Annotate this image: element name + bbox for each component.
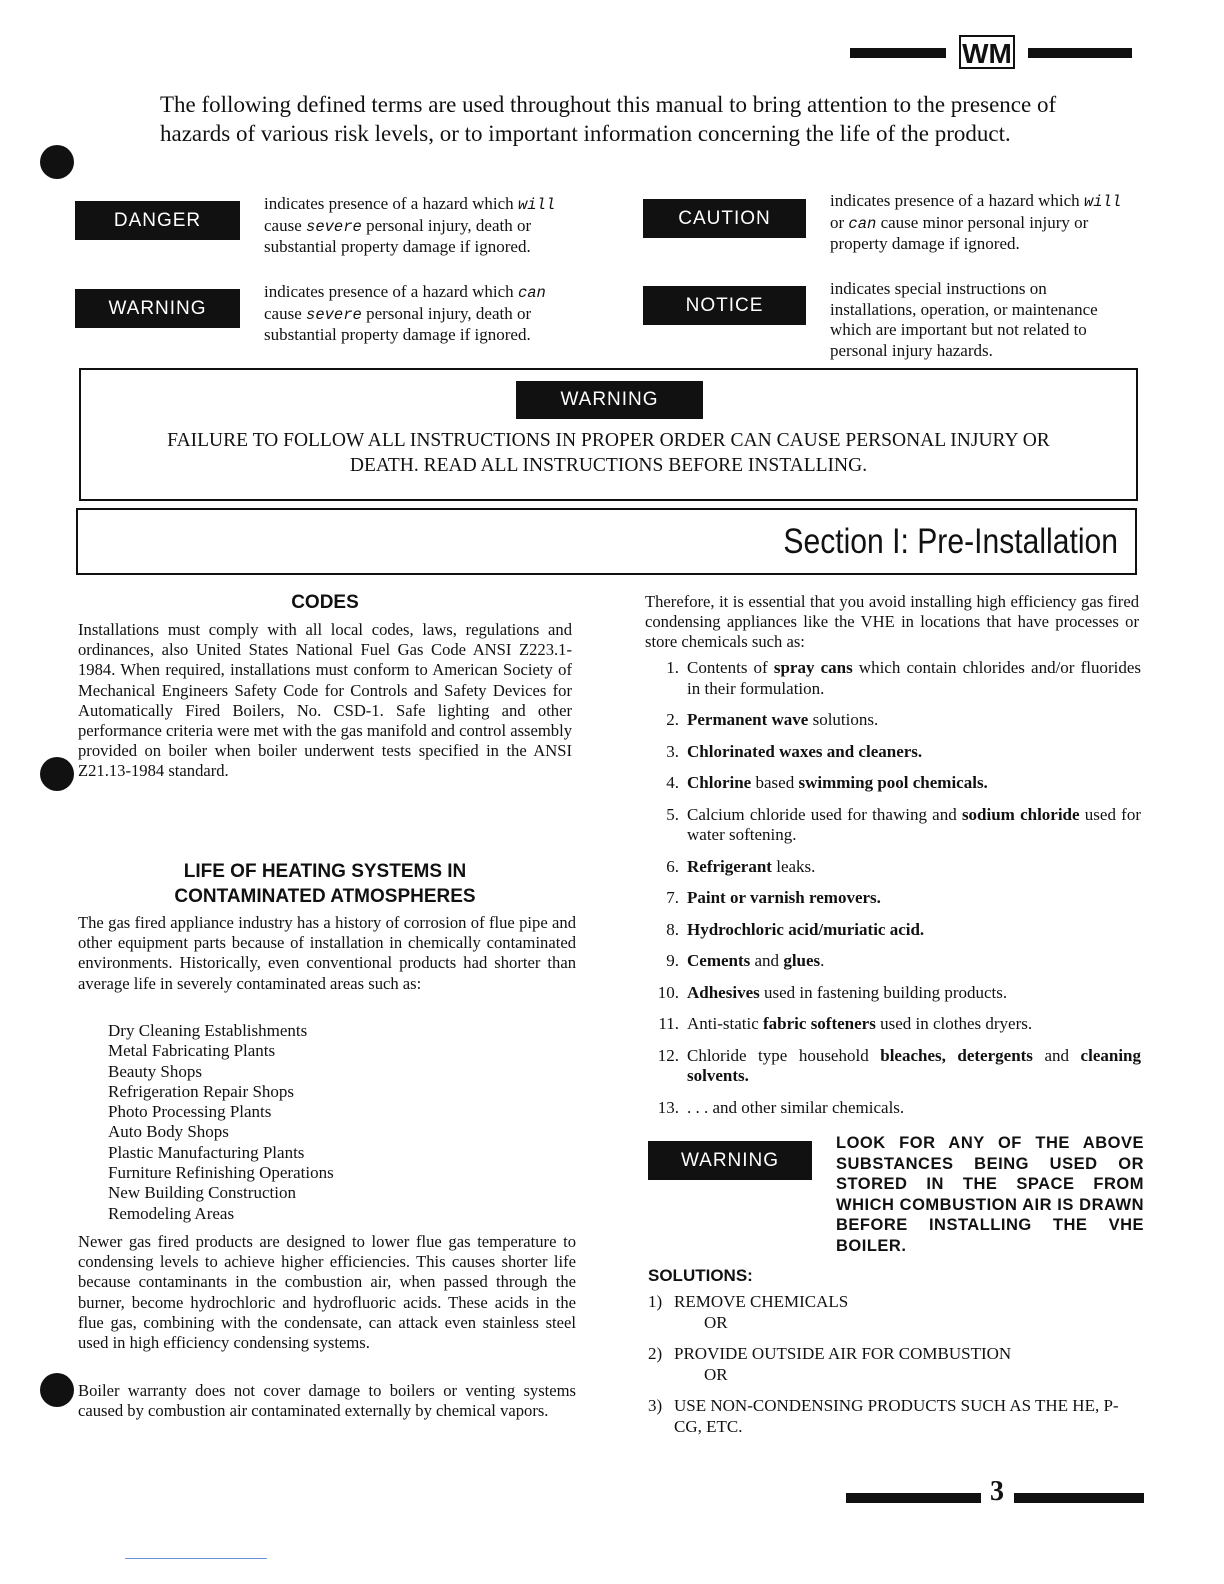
contaminated-areas-list xyxy=(108,1021,548,1224)
chemical-item-text xyxy=(687,1046,1141,1087)
chemical-bold-text: spray cans xyxy=(773,658,853,677)
chemical-bold-text: Adhesives xyxy=(687,982,760,1002)
warning-box-label: WARNING xyxy=(516,381,703,419)
area-item: Beauty Shops xyxy=(108,1061,202,1081)
chemical-item xyxy=(645,1098,1141,1119)
area-item: Metal Fabricating Plants xyxy=(108,1041,276,1061)
life-heading-line-2: CONTAMINATED ATMOSPHERES xyxy=(174,886,476,907)
chemical-bold-text: swimming pool chemicals. xyxy=(798,773,988,792)
chemical-text: based xyxy=(751,773,799,792)
chemical-item-number: 4. xyxy=(666,773,679,792)
chemical-item-number: 1. xyxy=(666,658,679,677)
solution-text: PROVIDE OUTSIDE AIR FOR COMBUSTION xyxy=(674,1344,1012,1363)
chemical-item xyxy=(645,658,1141,699)
chemical-text: . xyxy=(820,951,825,970)
chemical-item xyxy=(645,805,1141,846)
life-heading xyxy=(78,859,572,909)
chemical-item xyxy=(645,742,1141,763)
chemical-item-text xyxy=(687,658,1141,699)
chemical-item-text xyxy=(687,983,1141,1004)
solutions-list xyxy=(648,1291,1146,1447)
chemical-bold-text: Paint or varnish removers. xyxy=(687,888,881,907)
life-paragraph-3: Boiler warranty does not cover damage to boilers or venting systems caused by combustion air contaminated externally by chemical vapors. xyxy=(78,1381,576,1421)
chemical-bold-text: Chlorine xyxy=(687,773,752,792)
area-item: Plastic Manufacturing Plants xyxy=(108,1142,305,1162)
chemical-text: used in fastening building products. xyxy=(759,982,1008,1002)
chemical-bold-text: Cements xyxy=(687,951,751,970)
chemical-text: . . . and other similar chemicals. xyxy=(687,1097,905,1117)
chemical-text: used for water softening. xyxy=(687,804,1141,844)
right-intro: Therefore, it is essential that you avoid installing high efficiency gas fired condensing appliances like the VHE in locations that have processes or store chemicals such as: xyxy=(645,592,1139,652)
warning-box-line-2: DEATH. READ ALL INSTRUCTIONS BEFORE INSTALLING. xyxy=(349,455,868,476)
page-number: 3 xyxy=(990,1476,1004,1507)
header-bar-left xyxy=(850,48,946,58)
codes-text: Installations must comply with all local codes, laws, regulations and ordinances, also United States National Fuel Gas Code ANSI Z223.1-1984. When required, installations must conform to American Society of Mechanical Engineers Safety Code for Controls and Safety Devices for Automatically Fired Boilers, No. CSD-1. Safe lighting and other performance criteria were met with the gas manifold and control assembly provided on boiler when boiler underwent tests specified in the ANSI Z21.13-1984 standard. xyxy=(78,620,572,781)
binder-hole-middle xyxy=(40,757,74,791)
chemical-item-number: 5. xyxy=(666,804,679,824)
chemical-item-number: 8. xyxy=(666,919,679,939)
area-item: Furniture Refinishing Operations xyxy=(108,1163,334,1183)
caution-definition: indicates presence of a hazard which will or can cause minor personal injury or property damage if ignored. xyxy=(830,191,1122,253)
chemical-bold-text: Permanent wave xyxy=(687,710,809,729)
chemical-bold-text: glues xyxy=(783,951,821,970)
binder-hole-top xyxy=(40,145,74,179)
manufacturer-logo xyxy=(958,30,1016,72)
chemical-item-number: 2. xyxy=(666,710,679,729)
footer-bar-right xyxy=(1014,1493,1144,1503)
chemical-bold-text: fabric softeners xyxy=(763,1014,876,1033)
area-item: Refrigeration Repair Shops xyxy=(108,1081,295,1101)
area-item: Photo Processing Plants xyxy=(108,1102,272,1122)
life-paragraph-1: The gas fired appliance industry has a history of corrosion of flue pipe and other equipment parts because of installation in chemically contaminated environments. Historically, even conventional products had shorter than average life in severely contaminated areas such as: xyxy=(78,913,576,993)
chemical-item-number: 9. xyxy=(666,951,679,970)
chemical-item-text xyxy=(687,805,1141,846)
chemical-item-number: 11. xyxy=(658,1014,679,1033)
area-item: Dry Cleaning Establishments xyxy=(108,1021,308,1040)
solution-item xyxy=(648,1343,1146,1385)
chemical-item-text xyxy=(687,857,1141,878)
chemical-text: solutions. xyxy=(808,710,879,729)
area-item: New Building Construction xyxy=(108,1183,296,1203)
vhe-warning-text: LOOK FOR ANY OF THE ABOVE SUBSTANCES BEING USED OR STORED IN THE SPACE FROM WHICH COMBUSTION AIR IS DRAWN BEFORE INSTALLING THE VHE BOILER. xyxy=(836,1134,1144,1255)
footer-bar-left xyxy=(846,1493,981,1503)
chemical-bold-text: Hydrochloric acid/muriatic acid. xyxy=(687,919,925,939)
chemical-item-number: 13. xyxy=(657,1097,679,1117)
chemical-bold-text: bleaches, detergents xyxy=(880,1045,1033,1065)
intro-paragraph: The following defined terms are used throughout this manual to bring attention to the presence of hazards of various risk levels, or to important information concerning the life of the product. xyxy=(160,92,1057,146)
chemical-text: Calcium chloride used for thawing and xyxy=(687,804,962,824)
chemicals-list xyxy=(645,658,1141,1129)
chemical-item-number: 10. xyxy=(657,982,679,1002)
chemical-item-text xyxy=(687,773,1141,794)
solution-number: 1) xyxy=(648,1292,663,1311)
chemical-item-text xyxy=(687,710,1141,731)
solutions-heading: SOLUTIONS: xyxy=(648,1266,753,1285)
vhe-warning-label: WARNING xyxy=(648,1141,812,1180)
chemical-item-number: 6. xyxy=(666,856,679,876)
logo-text: WM xyxy=(962,38,1012,69)
chemical-text: and xyxy=(1032,1045,1081,1065)
chemical-item-text xyxy=(687,1098,1141,1119)
notice-label: NOTICE xyxy=(643,286,806,325)
binder-hole-bottom xyxy=(40,1373,74,1407)
warning-label: WARNING xyxy=(75,289,240,328)
solution-number: 2) xyxy=(648,1344,663,1363)
chemical-item-text xyxy=(687,920,1141,941)
chemical-item xyxy=(645,1046,1141,1087)
danger-definition: indicates presence of a hazard which will cause severe personal injury, death or substantial property damage if ignored. xyxy=(264,194,556,256)
solution-text: USE NON-CONDENSING PRODUCTS SUCH AS THE HE, P-CG, ETC. xyxy=(674,1396,1119,1436)
warning-box-text xyxy=(82,428,1135,478)
warning-definition: indicates presence of a hazard which can cause severe personal injury, death or substantial property damage if ignored. xyxy=(264,282,546,344)
chemical-item-number: 7. xyxy=(666,888,679,907)
life-heading-line-1: LIFE OF HEATING SYSTEMS IN xyxy=(183,861,467,882)
caution-label: CAUTION xyxy=(643,199,806,238)
life-paragraph-2: Newer gas fired products are designed to lower flue gas temperature to condensing levels to achieve higher efficiencies. This causes shorter life because contaminants in the combustion air, when passed through the burner, become hydrochloric and hydrofluoric acids. These acids in the flue gas, combining with the condensate, can attack even stainless steel used in high efficiency condensing systems. xyxy=(78,1232,576,1353)
chemical-item-number: 12. xyxy=(657,1045,679,1065)
area-item: Auto Body Shops xyxy=(108,1122,229,1142)
chemical-item-text xyxy=(687,951,1141,972)
chemical-text: which contain chlorides and/or fluorides in their formulation. xyxy=(687,658,1141,698)
chemical-item xyxy=(645,951,1141,972)
chemical-bold-text: Chlorinated waxes and cleaners. xyxy=(687,741,923,761)
chemical-item xyxy=(645,857,1141,878)
chemical-item-text xyxy=(687,1014,1141,1035)
solution-number: 3) xyxy=(648,1396,663,1415)
warning-box-line-1: FAILURE TO FOLLOW ALL INSTRUCTIONS IN PROPER ORDER CAN CAUSE PERSONAL INJURY OR xyxy=(167,430,1050,451)
chemical-item-text xyxy=(687,888,1141,909)
solution-text: REMOVE CHEMICALS xyxy=(674,1292,849,1311)
chemical-bold-text: sodium chloride xyxy=(961,804,1080,824)
chemical-text: Anti-static xyxy=(687,1014,764,1033)
chemical-item xyxy=(645,710,1141,731)
header-bar-right xyxy=(1028,48,1132,58)
solution-item xyxy=(648,1291,1146,1333)
footer-rule xyxy=(125,1558,267,1559)
chemical-item-number: 3. xyxy=(666,741,679,761)
notice-definition: indicates special instructions on installations, operation, or maintenance which are important but not related to personal injury hazards. xyxy=(830,279,1098,360)
chemical-text: used in clothes dryers. xyxy=(875,1014,1033,1033)
danger-label: DANGER xyxy=(75,201,240,240)
chemical-item-text xyxy=(687,742,1141,763)
chemical-item xyxy=(645,888,1141,909)
chemical-bold-text: Refrigerant xyxy=(687,856,772,876)
chemical-text: Chloride type household xyxy=(687,1045,881,1065)
chemical-item xyxy=(645,983,1141,1004)
chemical-item xyxy=(645,1014,1141,1035)
section-title: Section I: Pre-Installation xyxy=(783,522,1118,561)
solution-or: OR xyxy=(704,1313,728,1332)
chemical-text: leaks. xyxy=(771,856,816,876)
chemical-bold-text: cleaning solvents. xyxy=(687,1045,1141,1085)
chemical-text: Contents of xyxy=(687,658,774,677)
solution-item xyxy=(648,1395,1146,1437)
chemical-text: and xyxy=(750,951,784,970)
chemical-item xyxy=(645,773,1141,794)
codes-heading: CODES xyxy=(291,592,359,613)
area-item: Remodeling Areas xyxy=(108,1203,235,1223)
solution-or: OR xyxy=(704,1365,728,1384)
chemical-item xyxy=(645,920,1141,941)
